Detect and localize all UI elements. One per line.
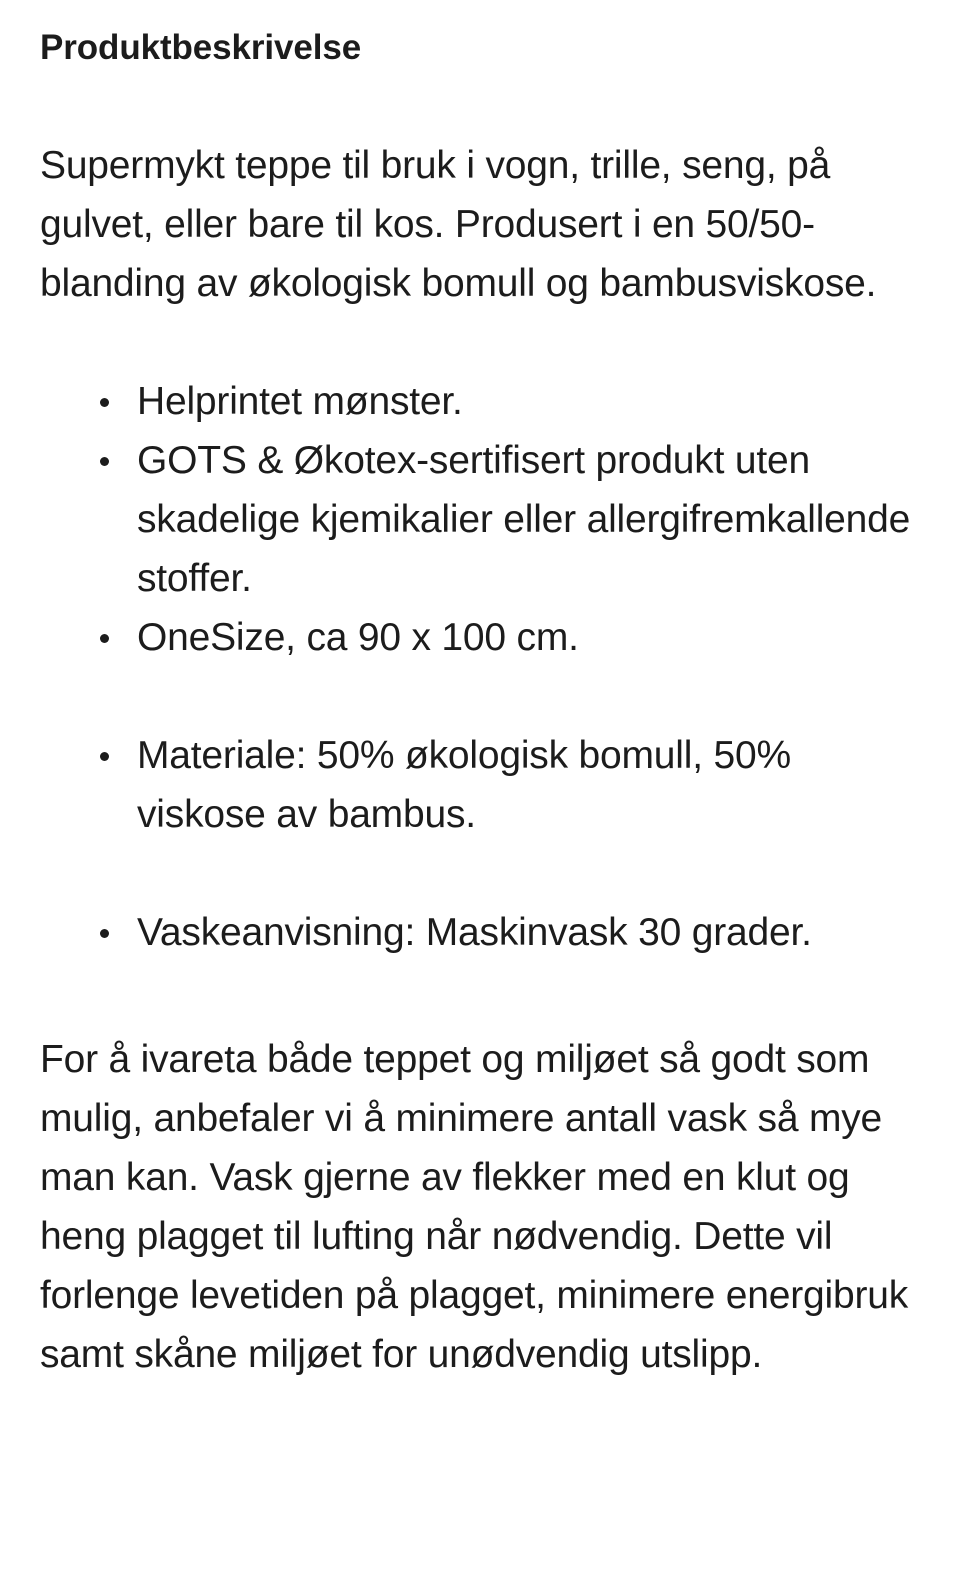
intro-paragraph: Supermykt teppe til bruk i vogn, trille, seng, på gulvet, eller bare til kos. Produsert i en 50/50-blanding av økologisk bomull og bambusviskose. xyxy=(40,143,877,305)
list-item xyxy=(40,608,920,667)
bullet-dot-icon xyxy=(100,752,109,761)
outro-paragraph: For å ivareta både teppet og miljøet så godt som mulig, anbefaler vi å minimere antall vask så mye man kan. Vask gjerne av flekker med en klut og heng plagget til lufting når nødvendig. Dette vil forlenge levetiden på plagget, minimere energibruk samt skåne miljøet for unødvendig utslipp. xyxy=(40,1037,909,1376)
list-item xyxy=(40,431,920,608)
list-item-label: GOTS & Økotex-sertifisert produkt uten skadelige kjemikalier eller allergifremkallende stoffer. xyxy=(137,438,911,600)
list-item-label: Materiale: 50% økologisk bomull, 50% viskose av bambus. xyxy=(137,733,791,836)
bullet-dot-icon xyxy=(100,634,109,643)
bullet-dot-icon xyxy=(100,457,109,466)
list-item-label: OneSize, ca 90 x 100 cm. xyxy=(137,615,579,659)
feature-list xyxy=(40,372,920,962)
list-item-label: Helprintet mønster. xyxy=(137,379,463,423)
page-title: Produktbeskrivelse xyxy=(40,28,362,67)
list-item xyxy=(40,372,920,431)
list-item xyxy=(40,726,920,844)
list-item-label: Vaskeanvisning: Maskinvask 30 grader. xyxy=(137,910,812,954)
bullet-dot-icon xyxy=(100,398,109,407)
list-item xyxy=(40,903,920,962)
bullet-dot-icon xyxy=(100,929,109,938)
